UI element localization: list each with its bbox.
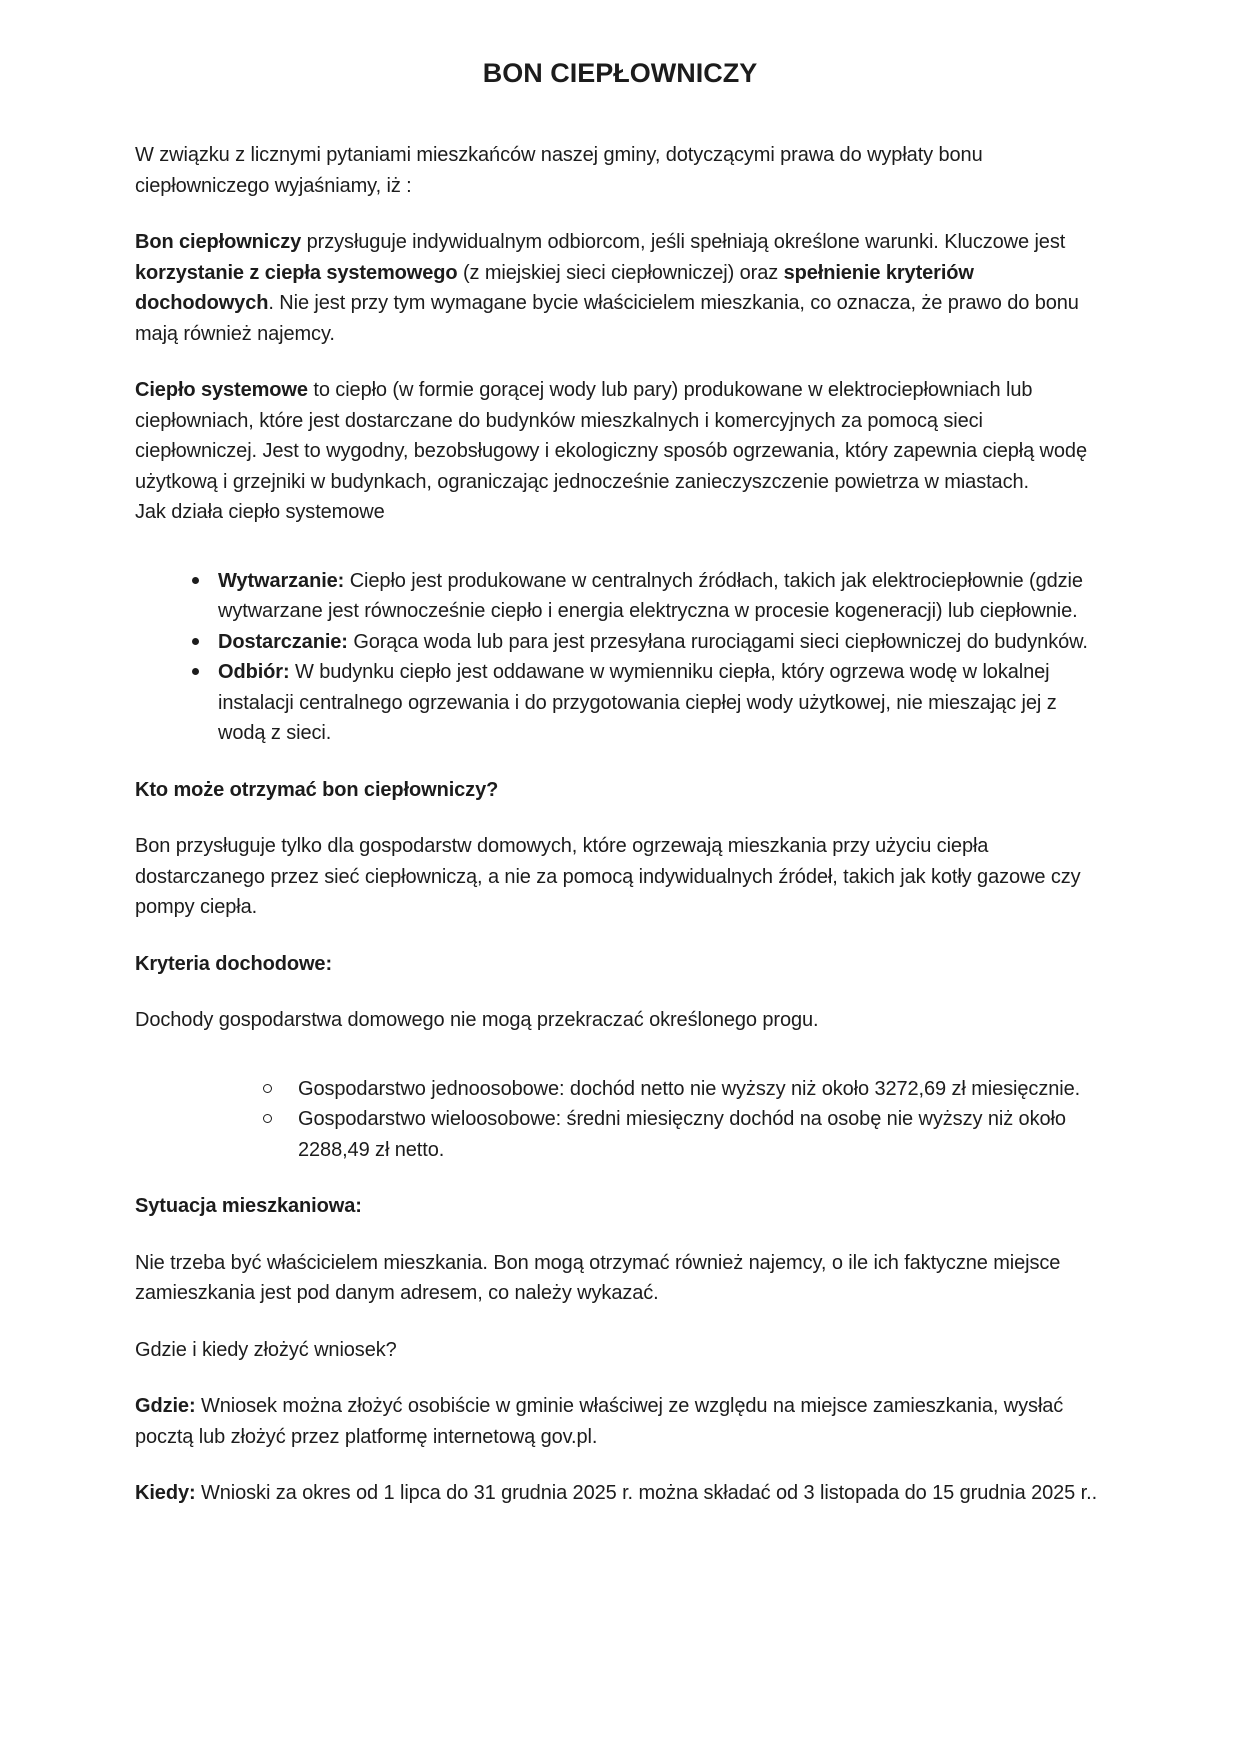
where-paragraph <box>135 1391 1105 1452</box>
housing-text: Nie trzeba być właścicielem mieszkania. Bon mogą otrzymać również najemcy, o ile ich faktyczne miejsce zamieszkania jest pod danym adresem, co należy wykazać. <box>135 1251 1061 1304</box>
bullet-circle-icon <box>263 1114 272 1123</box>
list-item <box>135 1074 1105 1105</box>
list-item-body <box>218 570 1083 623</box>
list-item <box>135 1104 1105 1165</box>
list-item <box>135 657 1105 749</box>
how-it-works-list <box>135 554 1105 749</box>
eligibility-text-2: (z miejskiej sieci ciepłowniczej) oraz <box>457 261 784 284</box>
list-item-text: Gospodarstwo wieloosobowe: średni miesięczny dochód na osobę nie wyższy niż około 2288,49 zł netto. <box>298 1108 1066 1161</box>
bullet-disc-icon <box>192 638 199 645</box>
list-item <box>135 566 1105 627</box>
system-heat-term: Ciepło systemowe <box>135 379 308 401</box>
income-heading: Kryteria dochodowe: <box>135 952 333 975</box>
income-text: Dochody gospodarstwa domowego nie mogą przekraczać określonego progu. <box>135 1009 819 1031</box>
eligibility-paragraph <box>135 227 1105 349</box>
when-term: Kiedy: <box>135 1482 196 1504</box>
who-heading: Kto może otrzymać bon ciepłowniczy? <box>135 778 499 801</box>
how-it-works-intro-line: Jak działa ciepło systemowe <box>135 501 385 523</box>
list-item-text: Gospodarstwo jednoosobowe: dochód netto nie wyższy niż około 3272,69 zł miesięcznie. <box>298 1077 1081 1100</box>
eligibility-term-1: Bon ciepłowniczy <box>135 231 302 253</box>
list-item-term: Wytwarzanie: <box>218 569 345 592</box>
intro-text: W związku z licznymi pytaniami mieszkańców naszej gminy, dotyczącymi prawa do wypłaty bonu ciepłowniczego wyjaśniamy, iż : <box>135 144 983 197</box>
bullet-disc-icon <box>192 668 199 675</box>
list-item-text: Ciepło jest produkowane w centralnych źródłach, takich jak elektrociepłownie (gdzie wytwarzane jest równocześnie ciepło i energia elektryczna w procesie kogeneracji) lub ciepłownie. <box>218 569 1083 622</box>
list-item-body <box>218 661 1057 744</box>
system-heat-paragraph <box>135 375 1105 528</box>
income-paragraph <box>135 1005 1105 1036</box>
list-item-term: Dostarczanie: <box>218 630 348 653</box>
list-item <box>135 627 1105 658</box>
eligibility-term-3: spełnienie kryteriów dochodowych <box>135 261 974 314</box>
housing-paragraph <box>135 1248 1105 1309</box>
bullet-disc-icon <box>192 577 199 584</box>
who-paragraph <box>135 831 1105 923</box>
intro-paragraph <box>135 140 1105 201</box>
eligibility-term-2: korzystanie z ciepła systemowego <box>135 261 458 284</box>
when-paragraph <box>135 1478 1105 1509</box>
when-text: Wnioski za okres od 1 lipca do 31 grudnia 2025 r. można składać od 3 listopada do 15 grudnia 2025 r.. <box>195 1482 1098 1504</box>
where-term: Gdzie: <box>135 1395 196 1417</box>
list-item-body <box>218 631 1088 653</box>
list-item-term: Odbiór: <box>218 661 290 683</box>
list-item-text: Gorąca woda lub para jest przesyłana rurociągami sieci ciepłowniczej do budynków. <box>347 630 1088 653</box>
where-text: Wniosek można złożyć osobiście w gminie właściwej ze względu na miejsce zamieszkania, wysłać pocztą lub złożyć przez platformę internetową gov.pl. <box>135 1395 1064 1448</box>
document-title: BON CIEPŁOWNICZY <box>482 58 758 88</box>
housing-heading: Sytuacja mieszkaniowa: <box>135 1195 362 1217</box>
eligibility-text-1: przysługuje indywidualnym odbiorcom, jeśli spełniają określone warunki. Kluczowe jest <box>301 231 1066 253</box>
eligibility-text-3: . Nie jest przy tym wymagane bycie właścicielem mieszkania, co oznacza, że prawo do bonu mają również najemcy. <box>135 292 1079 345</box>
where-when-question <box>135 1335 1105 1366</box>
income-criteria-list <box>135 1062 1105 1166</box>
who-text: Bon przysługuje tylko dla gospodarstw domowych, które ogrzewają mieszkania przy użyciu ciepła dostarczanego przez sieć ciepłowniczą, a nie za pomocą indywidualnych źródeł, takich jak kotły gazowe czy pompy ciepła. <box>135 835 1081 918</box>
bullet-circle-icon <box>263 1084 272 1093</box>
list-item-text: W budynku ciepło jest oddawane w wymienniku ciepła, który ogrzewa wodę w lokalnej instalacji centralnego ogrzewania i do przygotowania ciepłej wody użytkowej, nie mieszając jej z wodą z sieci. <box>218 661 1057 744</box>
system-heat-text: to ciepło (w formie gorącej wody lub pary) produkowane w elektrociepłowniach lub ciepłowniach, które jest dostarczane do budynków mieszkalnych i komercyjnych za pomocą sieci ciepłowniczej. Jest to wygodny, bezobsługowy i ekologiczny sposób ogrzewania, który zapewnia ciepłą wodę użytkową i grzejniki w budynkach, ograniczając jednocześnie zanieczyszczenie powietrza w miastach. <box>135 379 1087 493</box>
where-when-text: Gdzie i kiedy złożyć wniosek? <box>135 1338 397 1361</box>
